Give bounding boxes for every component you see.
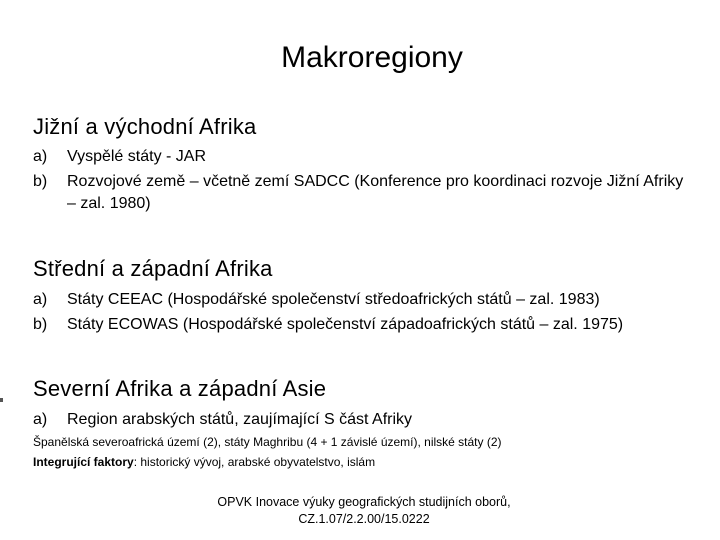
footer <box>4 494 720 528</box>
list-item <box>33 409 713 431</box>
section-heading-north-west-asia: Severní Afrika a západní Asie <box>33 376 327 401</box>
list-item <box>33 146 713 168</box>
note-text: : historický vývoj, arabské obyvatelstvo, islám <box>133 455 376 469</box>
section-heading-south-east: Jižní a východní Afrika <box>33 114 257 139</box>
footer-line-1: OPVK Inovace výuky geografických studijních oborů, <box>217 495 511 509</box>
note-label: Integrující faktory <box>33 455 134 469</box>
list-item-text: Rozvojové země – včetně zemí SADCC (Konference pro koordinaci rozvoje Jižní Afriky – zal. 1980) <box>67 173 684 212</box>
list-marker: b) <box>33 316 48 333</box>
list-marker: a) <box>33 148 48 165</box>
section-heading-central-west: Střední a západní Afrika <box>33 256 273 281</box>
list-item-text: Region arabských států, zaujímající S část Afriky <box>67 411 413 428</box>
note-integrating-factors <box>33 454 375 470</box>
list-item <box>33 171 713 215</box>
stray-mark <box>0 398 3 402</box>
list-item-text: Vyspělé státy - JAR <box>67 148 207 165</box>
list-marker: b) <box>33 173 48 190</box>
list-item <box>33 289 713 311</box>
list-item-text: Státy ECOWAS (Hospodářské společenství západoafrických států – zal. 1975) <box>67 316 624 333</box>
slide-title: Makroregiony <box>281 41 463 74</box>
list-item-text: Státy CEEAC (Hospodářské společenství středoafrických států – zal. 1983) <box>67 291 600 308</box>
list-marker: a) <box>33 411 48 428</box>
footer-line-2: CZ.1.07/2.2.00/15.0222 <box>298 512 430 526</box>
note-territories: Španělská severoafrická území (2), státy Maghribu (4 + 1 závislé území), nilské státy (2) <box>33 435 502 449</box>
list-item <box>33 314 713 336</box>
list-marker: a) <box>33 291 48 308</box>
